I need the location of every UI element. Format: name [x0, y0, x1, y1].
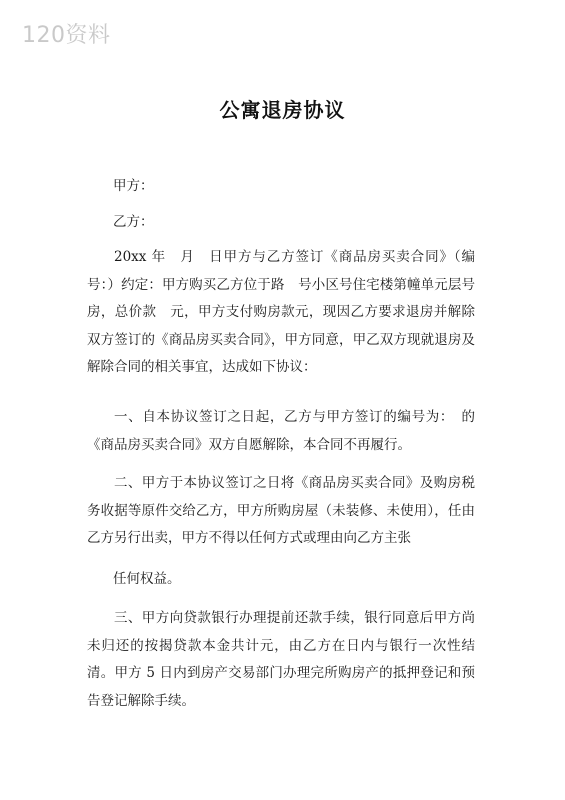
- clause-2-continuation: 任何权益。: [113, 571, 181, 587]
- party-a-label: 甲方：: [113, 178, 154, 194]
- document-title: 公寓退房协议: [219, 98, 346, 122]
- clause-2-paragraph: 二、甲方于本协议签订之日将《商品房买卖合同》及购房税务收据等原件交给乙方，甲方所购房屋（未装修、未使用），任由乙方另行出卖，甲方不得以任何方式或理由向乙方主张: [87, 475, 475, 546]
- party-b-label: 乙方：: [113, 214, 154, 230]
- intro-paragraph: 20xx 年 月 日甲方与乙方签订《商品房买卖合同》（编号：）约定：甲方购买乙方位于路 号小区号住宅楼第幢单元层号房，总价款 元，甲方支付购房款元，现因乙方要求退房并解除双方签订的《商品房买卖合同》，甲方同意，甲乙双方现就退房及解除合同的相关事宜，达成如下协议：: [87, 249, 475, 375]
- clause-1-paragraph: 一、自本协议签订之日起，乙方与甲方签订的编号为： 的《商品房买卖合同》双方自愿解除，本合同不再履行。: [87, 409, 475, 453]
- watermark: 120资料: [22, 23, 111, 48]
- clause-3-paragraph: 三、甲方向贷款银行办理提前还款手续，银行同意后甲方尚未归还的按揭贷款本金共计元，由乙方在日内与银行一次性结清。甲方 5 日内到房产交易部门办理完所购房产的抵押登记和预告登记解除手续。: [87, 610, 475, 709]
